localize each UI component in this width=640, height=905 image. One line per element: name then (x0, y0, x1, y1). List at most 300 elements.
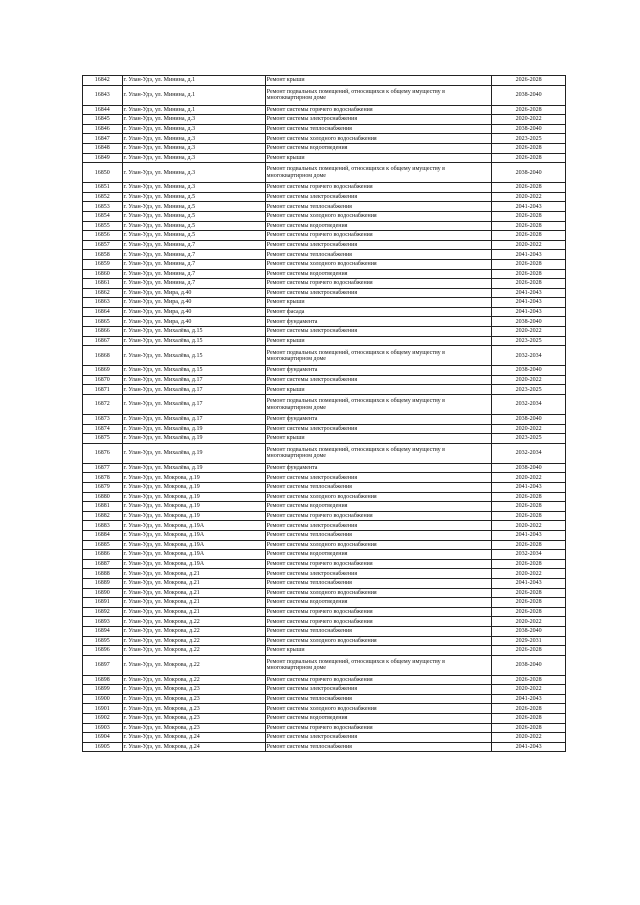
row-number: 16900 (83, 694, 123, 704)
table-row (83, 588, 566, 598)
period-cell: 2026-2028 (492, 259, 566, 269)
work-type-cell: Ремонт системы электроснабжения (265, 115, 492, 125)
period-cell: 2026-2028 (492, 76, 566, 86)
table-row (83, 375, 566, 385)
period-cell: 2041-2043 (492, 578, 566, 588)
address-cell: г. Улан-Удэ, ул. Михалёва, д.15 (122, 346, 265, 366)
address-cell: г. Улан-Удэ, ул. Минина, д.3 (122, 134, 265, 144)
address-cell: г. Улан-Удэ, ул. Мира, д.40 (122, 298, 265, 308)
work-type-cell: Ремонт системы холодного водоснабжения (265, 492, 492, 502)
row-number: 16891 (83, 598, 123, 608)
row-number: 16849 (83, 153, 123, 163)
work-type-cell: Ремонт системы теплоснабжения (265, 626, 492, 636)
period-cell: 2041-2043 (492, 250, 566, 260)
period-cell: 2026-2028 (492, 588, 566, 598)
work-type-cell: Ремонт фундамента (265, 317, 492, 327)
address-cell: г. Улан-Удэ, ул. Михалёва, д.19 (122, 424, 265, 434)
table-row (83, 617, 566, 627)
table-row (83, 105, 566, 115)
table-row (83, 163, 566, 183)
period-cell: 2026-2028 (492, 598, 566, 608)
table-row (83, 511, 566, 521)
period-cell: 2041-2043 (492, 307, 566, 317)
row-number: 16902 (83, 714, 123, 724)
row-number: 16877 (83, 463, 123, 473)
table-row (83, 675, 566, 685)
table-row (83, 124, 566, 134)
address-cell: г. Улан-Удэ, ул. Михалёва, д.19 (122, 443, 265, 463)
row-number: 16853 (83, 202, 123, 212)
table-row (83, 714, 566, 724)
address-cell: г. Улан-Удэ, ул. Минина, д.7 (122, 240, 265, 250)
work-type-cell: Ремонт системы горячего водоснабжения (265, 511, 492, 521)
period-cell: 2020-2022 (492, 240, 566, 250)
table-row (83, 231, 566, 241)
row-number: 16882 (83, 511, 123, 521)
table-row (83, 598, 566, 608)
row-number: 16884 (83, 530, 123, 540)
work-type-cell: Ремонт системы электроснабжения (265, 473, 492, 483)
table-row (83, 115, 566, 125)
table-row (83, 540, 566, 550)
period-cell: 2026-2028 (492, 511, 566, 521)
row-number: 16879 (83, 483, 123, 493)
table-row (83, 307, 566, 317)
address-cell: г. Улан-Удэ, ул. Минина, д.3 (122, 115, 265, 125)
period-cell: 2023-2025 (492, 385, 566, 395)
row-number: 16868 (83, 346, 123, 366)
period-cell: 2038-2040 (492, 655, 566, 675)
work-type-cell: Ремонт подвальных помещений, относящихся к общему имуществу в многоквартирном доме (265, 163, 492, 183)
row-number: 16894 (83, 626, 123, 636)
row-number: 16887 (83, 559, 123, 569)
period-cell: 2020-2022 (492, 521, 566, 531)
address-cell: г. Улан-Удэ, ул. Мокрова, д.19 (122, 483, 265, 493)
address-cell: г. Улан-Удэ, ул. Мокрова, д.19 (122, 473, 265, 483)
period-cell: 2032-2034 (492, 346, 566, 366)
period-cell: 2026-2028 (492, 279, 566, 289)
address-cell: г. Улан-Удэ, ул. Мокрова, д.23 (122, 714, 265, 724)
address-cell: г. Улан-Удэ, ул. Минина, д.7 (122, 259, 265, 269)
address-cell: г. Улан-Удэ, ул. Минина, д.5 (122, 192, 265, 202)
work-type-cell: Ремонт системы водоотведения (265, 598, 492, 608)
work-type-cell: Ремонт системы горячего водоснабжения (265, 675, 492, 685)
period-cell: 2020-2022 (492, 733, 566, 743)
work-type-cell: Ремонт системы теплоснабжения (265, 530, 492, 540)
period-cell: 2029-2031 (492, 636, 566, 646)
work-type-cell: Ремонт крыши (265, 434, 492, 444)
row-number: 16878 (83, 473, 123, 483)
period-cell: 2020-2022 (492, 685, 566, 695)
address-cell: г. Улан-Удэ, ул. Михалёва, д.19 (122, 463, 265, 473)
work-type-cell: Ремонт фасада (265, 307, 492, 317)
address-cell: г. Улан-Удэ, ул. Мокрова, д.21 (122, 569, 265, 579)
row-number: 16872 (83, 395, 123, 415)
period-cell: 2032-2034 (492, 443, 566, 463)
address-cell: г. Улан-Удэ, ул. Мокрова, д.19А (122, 521, 265, 531)
work-type-cell: Ремонт системы холодного водоснабжения (265, 211, 492, 221)
period-cell: 2038-2040 (492, 463, 566, 473)
period-cell: 2026-2028 (492, 502, 566, 512)
period-cell: 2032-2034 (492, 550, 566, 560)
table-row (83, 694, 566, 704)
table-row (83, 733, 566, 743)
row-number: 16886 (83, 550, 123, 560)
work-type-cell: Ремонт системы электроснабжения (265, 327, 492, 337)
row-number: 16874 (83, 424, 123, 434)
table-row (83, 578, 566, 588)
address-cell: г. Улан-Удэ, ул. Мокрова, д.22 (122, 617, 265, 627)
row-number: 16867 (83, 336, 123, 346)
table-row (83, 250, 566, 260)
row-number: 16852 (83, 192, 123, 202)
period-cell: 2038-2040 (492, 124, 566, 134)
table-row (83, 298, 566, 308)
period-cell: 2041-2043 (492, 298, 566, 308)
address-cell: г. Улан-Удэ, ул. Минина, д.3 (122, 163, 265, 183)
address-cell: г. Улан-Удэ, ул. Михалёва, д.15 (122, 327, 265, 337)
address-cell: г. Улан-Удэ, ул. Мокрова, д.24 (122, 742, 265, 752)
work-type-cell: Ремонт подвальных помещений, относящихся к общему имуществу в многоквартирном доме (265, 443, 492, 463)
period-cell: 2026-2028 (492, 211, 566, 221)
address-cell: г. Улан-Удэ, ул. Михалёва, д.15 (122, 336, 265, 346)
table-row (83, 550, 566, 560)
address-cell: г. Улан-Удэ, ул. Минина, д.5 (122, 211, 265, 221)
work-type-cell: Ремонт системы водоотведения (265, 221, 492, 231)
row-number: 16859 (83, 259, 123, 269)
address-cell: г. Улан-Удэ, ул. Мокрова, д.23 (122, 694, 265, 704)
table-row (83, 559, 566, 569)
row-number: 16855 (83, 221, 123, 231)
period-cell: 2020-2022 (492, 327, 566, 337)
row-number: 16883 (83, 521, 123, 531)
work-type-cell: Ремонт системы горячего водоснабжения (265, 607, 492, 617)
address-cell: г. Улан-Удэ, ул. Мокрова, д.24 (122, 733, 265, 743)
address-cell: г. Улан-Удэ, ул. Мокрова, д.19 (122, 492, 265, 502)
work-type-cell: Ремонт крыши (265, 298, 492, 308)
address-cell: г. Улан-Удэ, ул. Мира, д.40 (122, 317, 265, 327)
address-cell: г. Улан-Удэ, ул. Михалёва, д.17 (122, 375, 265, 385)
row-number: 16880 (83, 492, 123, 502)
work-type-cell: Ремонт фундамента (265, 463, 492, 473)
work-type-cell: Ремонт системы водоотведения (265, 550, 492, 560)
work-type-cell: Ремонт системы горячего водоснабжения (265, 723, 492, 733)
period-cell: 2020-2022 (492, 115, 566, 125)
address-cell: г. Улан-Удэ, ул. Михалёва, д.17 (122, 395, 265, 415)
work-type-cell: Ремонт системы горячего водоснабжения (265, 105, 492, 115)
row-number: 16870 (83, 375, 123, 385)
work-type-cell: Ремонт системы теплоснабжения (265, 250, 492, 260)
work-type-cell: Ремонт системы горячего водоснабжения (265, 559, 492, 569)
work-type-cell: Ремонт подвальных помещений, относящихся к общему имуществу в многоквартирном доме (265, 346, 492, 366)
period-cell: 2041-2043 (492, 694, 566, 704)
address-cell: г. Улан-Удэ, ул. Мокрова, д.22 (122, 646, 265, 656)
address-cell: г. Улан-Удэ, ул. Мокрова, д.19А (122, 540, 265, 550)
table-row (83, 434, 566, 444)
address-cell: г. Улан-Удэ, ул. Мокрова, д.21 (122, 578, 265, 588)
address-cell: г. Улан-Удэ, ул. Мокрова, д.19 (122, 511, 265, 521)
period-cell: 2038-2040 (492, 415, 566, 425)
address-cell: г. Улан-Удэ, ул. Мокрова, д.21 (122, 588, 265, 598)
row-number: 16888 (83, 569, 123, 579)
address-cell: г. Улан-Удэ, ул. Мокрова, д.22 (122, 655, 265, 675)
row-number: 16865 (83, 317, 123, 327)
row-number: 16843 (83, 85, 123, 105)
period-cell: 2038-2040 (492, 163, 566, 183)
period-cell: 2041-2043 (492, 288, 566, 298)
period-cell: 2026-2028 (492, 559, 566, 569)
address-cell: г. Улан-Удэ, ул. Мокрова, д.22 (122, 675, 265, 685)
row-number: 16863 (83, 298, 123, 308)
period-cell: 2038-2040 (492, 85, 566, 105)
table-row (83, 626, 566, 636)
row-number: 16844 (83, 105, 123, 115)
address-cell: г. Улан-Удэ, ул. Минина, д.7 (122, 269, 265, 279)
period-cell: 2041-2043 (492, 483, 566, 493)
period-cell: 2026-2028 (492, 183, 566, 193)
period-cell: 2020-2022 (492, 424, 566, 434)
work-type-cell: Ремонт системы горячего водоснабжения (265, 279, 492, 289)
work-type-cell: Ремонт системы горячего водоснабжения (265, 231, 492, 241)
table-row (83, 153, 566, 163)
work-type-cell: Ремонт системы холодного водоснабжения (265, 588, 492, 598)
row-number: 16862 (83, 288, 123, 298)
period-cell: 2026-2028 (492, 646, 566, 656)
table-row (83, 288, 566, 298)
period-cell: 2020-2022 (492, 473, 566, 483)
address-cell: г. Улан-Удэ, ул. Минина, д.7 (122, 279, 265, 289)
work-type-cell: Ремонт системы электроснабжения (265, 733, 492, 743)
table-row (83, 192, 566, 202)
table-row (83, 424, 566, 434)
row-number: 16871 (83, 385, 123, 395)
row-number: 16869 (83, 366, 123, 376)
work-type-cell: Ремонт системы холодного водоснабжения (265, 259, 492, 269)
table-row (83, 646, 566, 656)
table-row (83, 685, 566, 695)
table-row (83, 279, 566, 289)
table-row (83, 85, 566, 105)
repair-schedule-body (83, 76, 566, 752)
row-number: 16904 (83, 733, 123, 743)
table-row (83, 636, 566, 646)
table-row (83, 742, 566, 752)
table-row (83, 492, 566, 502)
address-cell: г. Улан-Удэ, ул. Мокрова, д.19А (122, 559, 265, 569)
period-cell: 2020-2022 (492, 192, 566, 202)
table-row (83, 483, 566, 493)
work-type-cell: Ремонт крыши (265, 153, 492, 163)
row-number: 16875 (83, 434, 123, 444)
work-type-cell: Ремонт системы теплоснабжения (265, 578, 492, 588)
row-number: 16901 (83, 704, 123, 714)
address-cell: г. Улан-Удэ, ул. Мокрова, д.22 (122, 636, 265, 646)
table-row (83, 240, 566, 250)
row-number: 16893 (83, 617, 123, 627)
period-cell: 2026-2028 (492, 269, 566, 279)
work-type-cell: Ремонт фундамента (265, 415, 492, 425)
row-number: 16895 (83, 636, 123, 646)
work-type-cell: Ремонт системы холодного водоснабжения (265, 540, 492, 550)
work-type-cell: Ремонт системы горячего водоснабжения (265, 183, 492, 193)
table-row (83, 183, 566, 193)
row-number: 16881 (83, 502, 123, 512)
row-number: 16851 (83, 183, 123, 193)
period-cell: 2026-2028 (492, 723, 566, 733)
table-row (83, 655, 566, 675)
table-row (83, 723, 566, 733)
work-type-cell: Ремонт крыши (265, 76, 492, 86)
period-cell: 2041-2043 (492, 202, 566, 212)
period-cell: 2038-2040 (492, 366, 566, 376)
work-type-cell: Ремонт крыши (265, 385, 492, 395)
work-type-cell: Ремонт системы теплоснабжения (265, 742, 492, 752)
work-type-cell: Ремонт крыши (265, 336, 492, 346)
table-row (83, 76, 566, 86)
table-row (83, 366, 566, 376)
period-cell: 2026-2028 (492, 153, 566, 163)
address-cell: г. Улан-Удэ, ул. Минина, д.5 (122, 221, 265, 231)
row-number: 16905 (83, 742, 123, 752)
table-row (83, 317, 566, 327)
row-number: 16889 (83, 578, 123, 588)
period-cell: 2026-2028 (492, 492, 566, 502)
address-cell: г. Улан-Удэ, ул. Мокрова, д.23 (122, 685, 265, 695)
address-cell: г. Улан-Удэ, ул. Мокрова, д.19А (122, 530, 265, 540)
period-cell: 2032-2034 (492, 395, 566, 415)
address-cell: г. Улан-Удэ, ул. Мокрова, д.19А (122, 550, 265, 560)
address-cell: г. Улан-Удэ, ул. Мокрова, д.23 (122, 704, 265, 714)
table-row (83, 134, 566, 144)
period-cell: 2041-2043 (492, 742, 566, 752)
address-cell: г. Улан-Удэ, ул. Минина, д.5 (122, 202, 265, 212)
work-type-cell: Ремонт системы холодного водоснабжения (265, 636, 492, 646)
period-cell: 2026-2028 (492, 231, 566, 241)
period-cell: 2038-2040 (492, 626, 566, 636)
table-row (83, 607, 566, 617)
row-number: 16873 (83, 415, 123, 425)
work-type-cell: Ремонт системы холодного водоснабжения (265, 704, 492, 714)
work-type-cell: Ремонт системы электроснабжения (265, 424, 492, 434)
address-cell: г. Улан-Удэ, ул. Михалёва, д.17 (122, 385, 265, 395)
address-cell: г. Улан-Удэ, ул. Минина, д.5 (122, 231, 265, 241)
table-row (83, 269, 566, 279)
address-cell: г. Улан-Удэ, ул. Мокрова, д.21 (122, 598, 265, 608)
address-cell: г. Улан-Удэ, ул. Минина, д.3 (122, 183, 265, 193)
table-row (83, 221, 566, 231)
table-row (83, 202, 566, 212)
period-cell: 2026-2028 (492, 540, 566, 550)
period-cell: 2026-2028 (492, 704, 566, 714)
row-number: 16848 (83, 143, 123, 153)
work-type-cell: Ремонт системы электроснабжения (265, 288, 492, 298)
work-type-cell: Ремонт фундамента (265, 366, 492, 376)
row-number: 16842 (83, 76, 123, 86)
period-cell: 2023-2025 (492, 336, 566, 346)
row-number: 16845 (83, 115, 123, 125)
work-type-cell: Ремонт системы водоотведения (265, 502, 492, 512)
work-type-cell: Ремонт подвальных помещений, относящихся к общему имуществу в многоквартирном доме (265, 85, 492, 105)
address-cell: г. Улан-Удэ, ул. Минина, д.3 (122, 124, 265, 134)
work-type-cell: Ремонт системы электроснабжения (265, 375, 492, 385)
period-cell: 2020-2022 (492, 617, 566, 627)
period-cell: 2026-2028 (492, 607, 566, 617)
row-number: 16860 (83, 269, 123, 279)
table-row (83, 327, 566, 337)
period-cell: 2023-2025 (492, 134, 566, 144)
period-cell: 2026-2028 (492, 714, 566, 724)
period-cell: 2020-2022 (492, 569, 566, 579)
row-number: 16858 (83, 250, 123, 260)
row-number: 16899 (83, 685, 123, 695)
row-number: 16892 (83, 607, 123, 617)
period-cell: 2038-2040 (492, 317, 566, 327)
period-cell: 2020-2022 (492, 375, 566, 385)
address-cell: г. Улан-Удэ, ул. Михалёва, д.19 (122, 434, 265, 444)
period-cell: 2026-2028 (492, 105, 566, 115)
address-cell: г. Улан-Удэ, ул. Мокрова, д.22 (122, 626, 265, 636)
address-cell: г. Улан-Удэ, ул. Михалёва, д.17 (122, 415, 265, 425)
work-type-cell: Ремонт системы теплоснабжения (265, 124, 492, 134)
work-type-cell: Ремонт системы электроснабжения (265, 521, 492, 531)
row-number: 16898 (83, 675, 123, 685)
table-row (83, 415, 566, 425)
work-type-cell: Ремонт крыши (265, 646, 492, 656)
table-row (83, 521, 566, 531)
period-cell: 2041-2043 (492, 530, 566, 540)
period-cell: 2023-2025 (492, 434, 566, 444)
row-number: 16890 (83, 588, 123, 598)
address-cell: г. Улан-Удэ, ул. Мира, д.40 (122, 288, 265, 298)
row-number: 16876 (83, 443, 123, 463)
address-cell: г. Улан-Удэ, ул. Мира, д.40 (122, 307, 265, 317)
period-cell: 2026-2028 (492, 675, 566, 685)
work-type-cell: Ремонт системы водоотведения (265, 143, 492, 153)
address-cell: г. Улан-Удэ, ул. Минина, д.3 (122, 153, 265, 163)
work-type-cell: Ремонт системы электроснабжения (265, 192, 492, 202)
table-row (83, 473, 566, 483)
work-type-cell: Ремонт подвальных помещений, относящихся к общему имуществу в многоквартирном доме (265, 655, 492, 675)
address-cell: г. Улан-Удэ, ул. Минина, д.1 (122, 85, 265, 105)
work-type-cell: Ремонт системы теплоснабжения (265, 483, 492, 493)
address-cell: г. Улан-Удэ, ул. Михалёва, д.15 (122, 366, 265, 376)
address-cell: г. Улан-Удэ, ул. Минина, д.1 (122, 105, 265, 115)
table-row (83, 704, 566, 714)
table-row (83, 259, 566, 269)
row-number: 16885 (83, 540, 123, 550)
row-number: 16903 (83, 723, 123, 733)
row-number: 16861 (83, 279, 123, 289)
table-row (83, 211, 566, 221)
work-type-cell: Ремонт системы водоотведения (265, 269, 492, 279)
address-cell: г. Улан-Удэ, ул. Минина, д.7 (122, 250, 265, 260)
work-type-cell: Ремонт системы теплоснабжения (265, 694, 492, 704)
work-type-cell: Ремонт системы теплоснабжения (265, 202, 492, 212)
table-row (83, 395, 566, 415)
work-type-cell: Ремонт системы горячего водоснабжения (265, 617, 492, 627)
row-number: 16857 (83, 240, 123, 250)
work-type-cell: Ремонт системы электроснабжения (265, 569, 492, 579)
work-type-cell: Ремонт системы электроснабжения (265, 685, 492, 695)
row-number: 16854 (83, 211, 123, 221)
table-row (83, 443, 566, 463)
table-row (83, 143, 566, 153)
row-number: 16847 (83, 134, 123, 144)
row-number: 16856 (83, 231, 123, 241)
table-row (83, 502, 566, 512)
period-cell: 2026-2028 (492, 143, 566, 153)
address-cell: г. Улан-Удэ, ул. Минина, д.1 (122, 76, 265, 86)
